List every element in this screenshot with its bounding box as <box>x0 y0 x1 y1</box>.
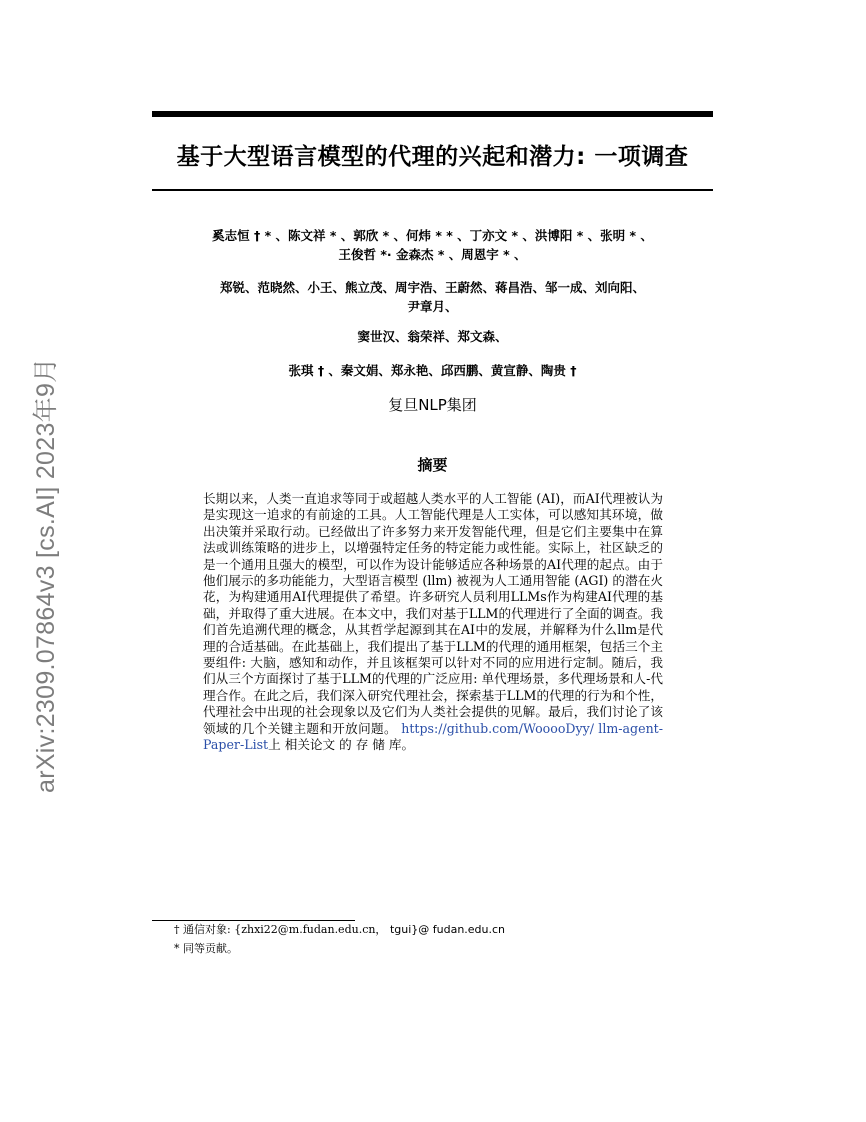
affiliation: 复旦NLP集团 <box>388 396 477 414</box>
title-bottom-rule <box>152 189 713 191</box>
author-line: 张琪 † 、秦文娟、郑永艳、邱西鹏、黄宣静、陶贵 † <box>288 363 577 378</box>
author-line: 郑锐、范晓然、小王、熊立茂、周宇浩、王蔚然、蒋昌浩、邹一成、刘向阳、 <box>219 280 645 295</box>
author-line: 窦世汉、翁荣祥、郑文森、 <box>357 329 508 344</box>
author-group-3 <box>180 327 685 346</box>
paper-title: 基于大型语言模型的代理的兴起和潜力: 一项调查 <box>176 144 689 170</box>
repository-link[interactable]: https://github.com/WooooDyy/ llm-agent-Paper-List <box>203 720 664 753</box>
author-group-2 <box>180 278 685 316</box>
title-top-rule <box>152 111 713 117</box>
abstract-body <box>203 491 663 754</box>
abstract-tail: 上 相关论文 的 存 储 库。 <box>268 737 415 753</box>
footnote-equal-contribution: * 同等贡献。 <box>174 942 238 955</box>
arxiv-identifier: arXiv:2309.07864v3 [cs.AI] 2023年9月 <box>32 357 60 793</box>
author-line: 王俊哲 *· 金森杰 * 、周恩宇 * 、 <box>338 247 527 262</box>
author-group-1 <box>180 226 685 264</box>
footnote-rule <box>152 920 355 921</box>
footnote-email-prefix: † 通信对象: {zhxi22@m.fudan.edu.cn， <box>174 923 387 936</box>
author-line: 奚志恒 † * 、陈文祥 * 、郭欣 * 、何炜 * * 、丁亦文 * 、洪博阳 * 、张明 * 、 <box>212 228 653 243</box>
footnote-email-suffix: tgui}@ fudan.edu.cn <box>389 923 506 936</box>
author-group-4 <box>180 361 685 380</box>
abstract-text: 长期以来，人类一直追求等同于或超越人类水平的人工智能 (AI)，而AI代理被认为是实现这一追求的有前途的工具。人工智能代理是人工实体，可以感知其环境，做出决策并采取行动。已经做出了许多努力来开发智能代理，但是它们主要集中在算法或训练策略的进步上，以增强特定任务的特定能力或性能。实际上，社区缺乏的是一个通用且强大的模型，可以作为设计能够适应各种场景的AI代理的起点。由于他们展示的多功能能力，大型语言模型 (llm) 被视为人工通用智能 (AGI) 的潜在火花，为构建通用AI代理提供了希望。许多研究人员利用LLMs作为构建AI代理的基础，并取得了重大进展。在本文中，我们对基于LLM的代理进行了全面的调查。我们首先追溯代理的概念，从其哲学起源到其在AI中的发展，并解释为什么llm是代理的合适基础。在此基础上，我们提出了基于LLM的代理的通用框架，包括三个主要组件: 大脑，感知和动作，并且该框架可以针对不同的应用进行定制。随后，我们从三个方面探讨了基于LLM的代理的广泛应用: 单代理场景，多代理场景和人-代理合作。在此之后，我们深入研究代理社会，探索基于LLM的代理的行为和个性，代理社会中出现的社会现象以及它们为人类社会提供的见解。最后，我们讨论了该领域的几个关键主题和开放问题。 <box>203 491 663 736</box>
author-line: 尹章月、 <box>407 299 458 314</box>
footnote-correspondence <box>174 923 505 937</box>
abstract-heading: 摘要 <box>417 456 448 474</box>
